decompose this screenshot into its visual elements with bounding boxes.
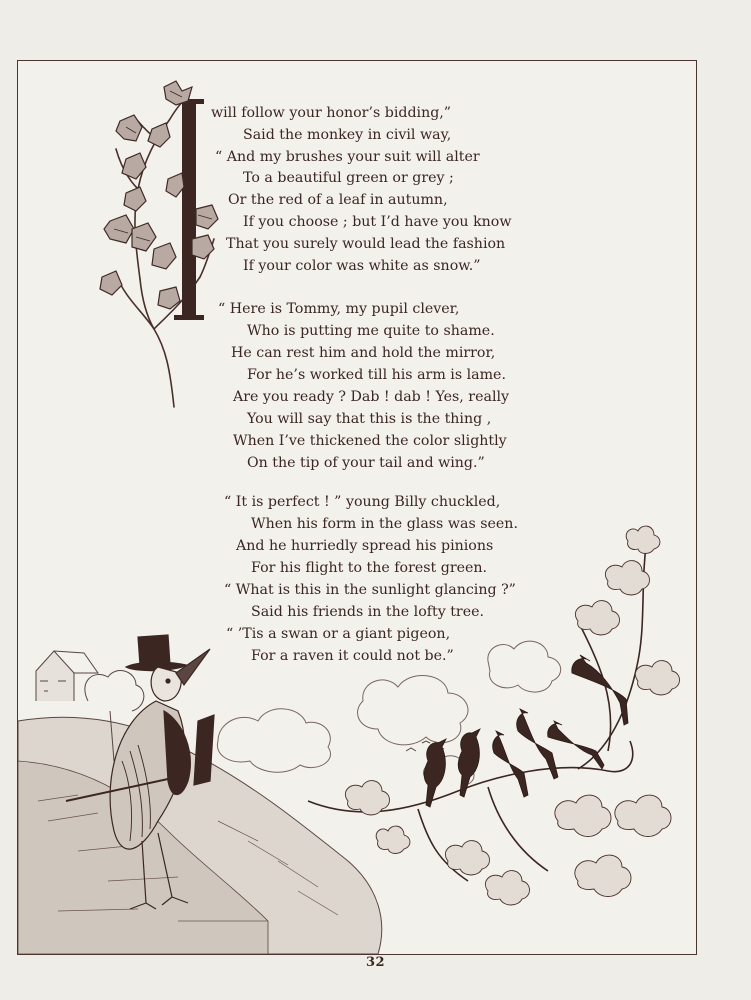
poem-line: Said his friends in the lofty tree.	[251, 604, 485, 620]
poem-line: Who is putting me quite to shame.	[247, 323, 495, 339]
poem-line: If you choose ; but I’d have you know	[243, 214, 512, 230]
poem-line: He can rest him and hold the mirror,	[231, 345, 496, 361]
poem-line: You will say that this is the thing ,	[247, 411, 492, 427]
poem-line: “ What is this in the sunlight glancing ?”	[224, 582, 516, 598]
poem-line: When his form in the glass was seen.	[251, 516, 518, 532]
poem-line: For his flight to the forest green.	[251, 560, 488, 576]
poem-line: And he hurriedly spread his pinions	[236, 538, 494, 554]
poem-line: If your color was white as snow.”	[243, 258, 481, 274]
house-icon	[36, 651, 98, 701]
poem-line: On the tip of your tail and wing.”	[247, 455, 485, 471]
poem-line: “ And my brushes your suit will alter	[215, 149, 480, 165]
page-number: 32	[365, 955, 386, 970]
landscape-illustration	[18, 61, 696, 954]
poem-line: For he’s worked till his arm is lame.	[247, 367, 506, 383]
poem-line: To a beautiful green or grey ;	[243, 170, 454, 186]
crow-icon	[424, 655, 628, 807]
poem-line: “ Here is Tommy, my pupil clever,	[218, 301, 460, 317]
poem-line: will follow your honor’s bidding,”	[211, 105, 452, 121]
poem-line: “ It is perfect ! ” young Billy chuckled,	[224, 494, 501, 510]
poem-line: That you surely would lead the fashion	[226, 236, 506, 252]
poem-line: For a raven it could not be.”	[251, 648, 454, 664]
poem-line: Said the monkey in civil way,	[243, 127, 452, 143]
illustration-frame	[17, 60, 697, 955]
poem-line: When I’ve thickened the color slightly	[233, 433, 507, 449]
poem-line: Or the red of a leaf in autumn,	[228, 192, 448, 208]
poem-line: Are you ready ? Dab ! dab ! Yes, really	[233, 389, 510, 405]
poem-line: “ ’Tis a swan or a giant pigeon,	[226, 626, 451, 642]
